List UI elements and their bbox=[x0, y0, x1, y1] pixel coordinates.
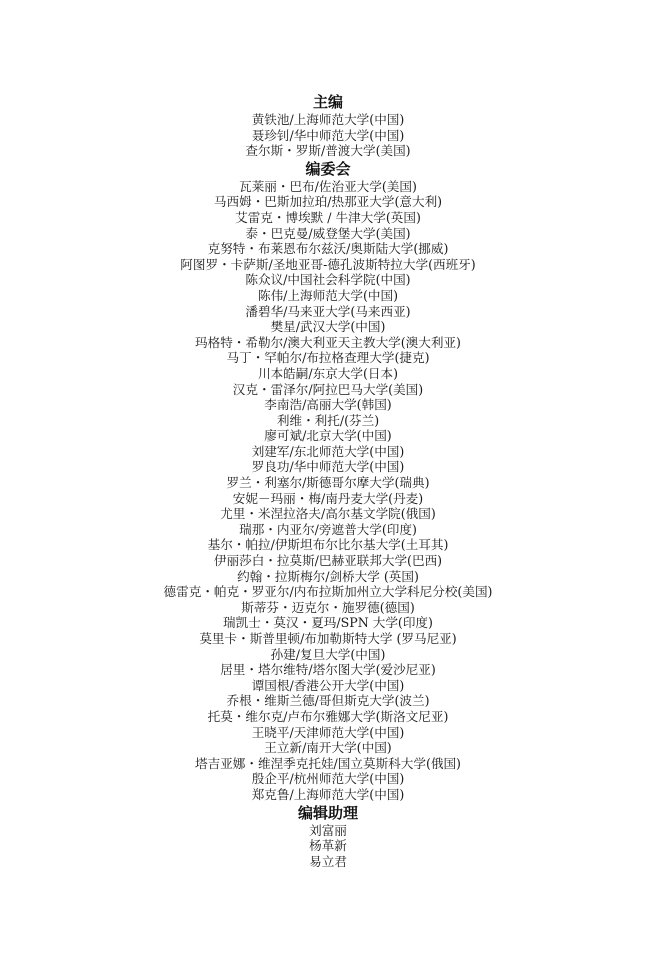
member-entry: 居里・塔尔维特/塔尔图大学(爱沙尼亚) bbox=[220, 662, 436, 678]
member-entry: 刘富丽 bbox=[309, 822, 347, 838]
member-entry: 廖可斌/北京大学(中国) bbox=[264, 428, 392, 444]
member-entry: 川本皓嗣/东京大学(日本) bbox=[257, 365, 398, 381]
member-entry: 聂珍钊/华中师范大学(中国) bbox=[251, 127, 405, 143]
member-entry: 樊星/武汉大学(中国) bbox=[270, 319, 386, 335]
member-entry: 伊丽莎白・拉莫斯/巴赫亚联邦大学(巴西) bbox=[213, 553, 443, 569]
member-entry: 陈众议/中国社会科学院(中国) bbox=[245, 272, 411, 288]
member-entry: 汉克・雷泽尔/阿拉巴马大学(美国) bbox=[232, 381, 424, 397]
member-entry: 罗良功/华中师范大学(中国) bbox=[251, 459, 405, 475]
member-entry: 塔吉亚娜・维涅季克托娃/国立莫斯科大学(俄国) bbox=[195, 755, 461, 771]
member-entry: 谭国根/香港公开大学(中国) bbox=[251, 677, 405, 693]
member-entry: 黄铁池/上海师范大学(中国) bbox=[251, 112, 405, 127]
member-entry: 德雷克・帕克・罗亚尔/内布拉斯加州立大学科尼分校(美国) bbox=[163, 584, 493, 600]
member-entry: 瑞凯士・莫汉・夏玛/SPN 大学(印度) bbox=[223, 615, 433, 631]
editorial-board-list bbox=[0, 179, 656, 803]
member-entry: 罗兰・利塞尔/斯德哥尔摩大学(瑞典) bbox=[226, 475, 430, 491]
member-entry: 利维・利托/(芬兰) bbox=[276, 412, 380, 428]
member-entry: 孙建/复旦大学(中国) bbox=[270, 646, 386, 662]
member-entry: 泰・巴克曼/威登堡大学(美国) bbox=[245, 225, 411, 241]
member-entry: 乔根・维斯兰德/哥但斯克大学(波兰) bbox=[226, 693, 430, 709]
member-entry: 殷企平/杭州师范大学(中国) bbox=[251, 771, 405, 787]
member-entry: 李南浩/高丽大学(韩国) bbox=[264, 397, 392, 413]
masthead-content bbox=[0, 92, 656, 869]
member-entry: 马西姆・巴斯加拉珀/热那亚大学(意大利) bbox=[213, 194, 443, 210]
member-entry: 莫里卡・斯普里顿/布加勒斯特大学 (罗马尼亚) bbox=[199, 631, 457, 646]
member-entry: 艾雷克・博埃默 / 牛津大学(英国) bbox=[235, 209, 421, 225]
member-entry: 克努特・布莱恩布尔兹沃/奥斯陆大学(挪威) bbox=[207, 241, 449, 257]
member-entry: 马丁・罕帕尔/布拉格查理大学(捷克) bbox=[226, 350, 430, 366]
editorial-assistants-heading: 编辑助理 bbox=[297, 803, 358, 822]
chief-editors-heading: 主编 bbox=[312, 93, 343, 111]
member-entry: 查尔斯・罗斯/普渡大学(美国) bbox=[245, 143, 411, 159]
member-entry: 王晓平/天津师范大学(中国) bbox=[251, 724, 405, 740]
member-entry: 瑞那・内亚尔/旁遮普大学(印度) bbox=[239, 521, 417, 537]
member-entry: 安妮－玛丽・梅/南丹麦大学(丹麦) bbox=[232, 490, 424, 506]
member-entry: 潘碧华/马来亚大学(马来西亚) bbox=[245, 303, 411, 319]
member-entry: 陈伟/上海师范大学(中国) bbox=[257, 287, 398, 303]
member-entry: 玛格特・希勒尔/澳大利亚天主教大学(澳大利亚) bbox=[195, 334, 461, 350]
member-entry: 易立君 bbox=[309, 853, 347, 869]
chief-editors-list bbox=[0, 112, 656, 159]
member-entry: 瓦莱丽・巴布/佐治亚大学(美国) bbox=[239, 178, 417, 194]
member-entry: 基尔・帕拉/伊斯坦布尔比尔基大学(土耳其) bbox=[207, 537, 449, 553]
member-entry: 王立新/南开大学(中国) bbox=[264, 740, 392, 756]
editorial-board-heading: 编委会 bbox=[305, 159, 351, 178]
member-entry: 刘建军/东北师范大学(中国) bbox=[251, 443, 405, 459]
member-entry: 尤里・米涅拉洛夫/高尔基文学院(俄国) bbox=[220, 506, 436, 522]
member-entry: 杨革新 bbox=[309, 838, 347, 854]
member-entry: 斯蒂芬・迈克尔・施罗德(德国) bbox=[241, 599, 415, 615]
member-entry: 托莫・维尔克/卢布尔雅娜大学(斯洛文尼亚) bbox=[207, 708, 449, 724]
member-entry: 阿图罗・卡萨斯/圣地亚哥-德孔波斯特拉大学(西班牙) bbox=[180, 256, 476, 272]
member-entry: 约翰・拉斯梅尔/剑桥大学 (英国) bbox=[237, 568, 419, 584]
editorial-assistants-list bbox=[0, 823, 656, 870]
member-entry: 郑克鲁/上海师范大学(中国) bbox=[251, 786, 405, 802]
